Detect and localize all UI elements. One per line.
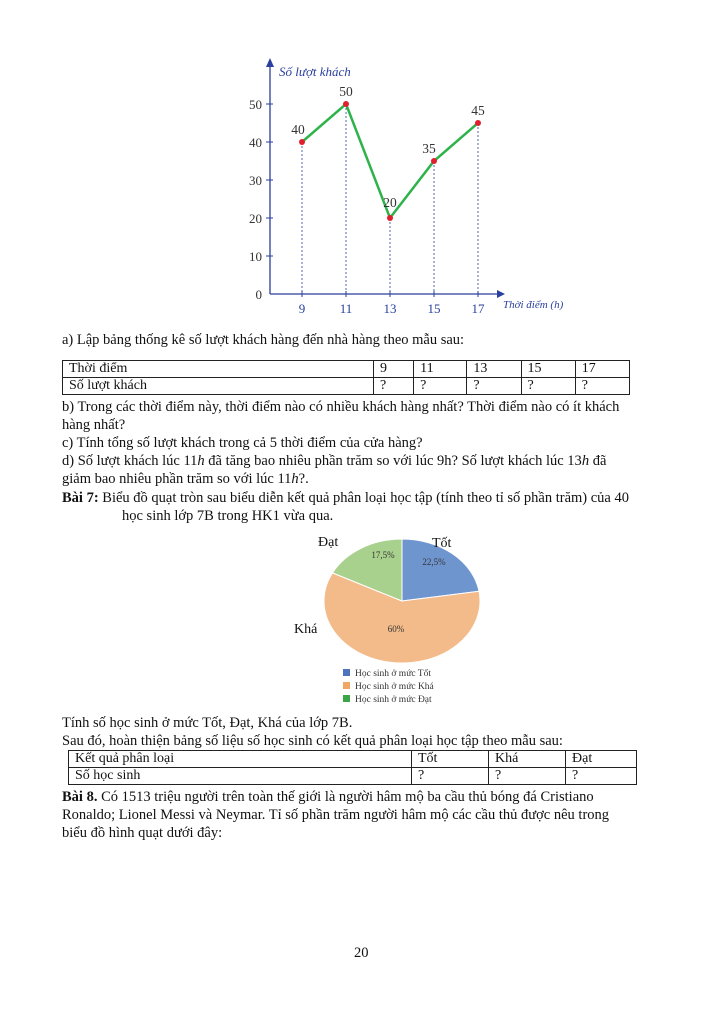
slice-value-label: 17,5% [371, 550, 395, 560]
text-run: giảm bao nhiêu phần trăm so với lúc 11 [62, 471, 292, 487]
table-cell: ? [489, 768, 566, 785]
table-visits [62, 360, 630, 395]
exercise-7-question2: Sau đó, hoàn thiện bảng số liệu số học sinh có kết quả phân loại học tập theo mẫu sau: [62, 733, 563, 749]
legend-swatch [343, 669, 350, 676]
exercise-label: Bài 7: [62, 490, 99, 506]
pie-chart [285, 526, 485, 712]
slice-value-label: 60% [387, 624, 405, 634]
x-tick-label: 17 [471, 301, 485, 316]
legend-label: Học sinh ở mức Khá [355, 682, 434, 692]
slice-value-label: 22,5% [422, 557, 446, 567]
table-cell: 9 [374, 361, 414, 378]
table-row [69, 768, 637, 785]
y-tick-label: 50 [249, 97, 262, 112]
text-run: Có 1513 triệu người trên toàn thế giới là người hâm mộ ba cầu thủ bóng đá Cristiano [97, 789, 594, 805]
data-label: 20 [383, 195, 397, 210]
exercise-7-question1: Tính số học sinh ở mức Tốt, Đạt, Khá của lớp 7B. [62, 715, 353, 731]
table-row [63, 361, 630, 378]
table-row [63, 378, 630, 395]
table-row [69, 751, 637, 768]
exercise-7-line2: học sinh lớp 7B trong HK1 vừa qua. [122, 508, 334, 524]
table-cell: Số học sinh [69, 768, 412, 785]
y-tick-label: 20 [249, 211, 262, 226]
y-tick-label: 30 [249, 173, 262, 188]
table-cell: Tốt [412, 751, 489, 768]
question-6d-line2 [62, 470, 309, 488]
exercise-8-line1 [62, 788, 594, 806]
legend-swatch [343, 682, 350, 689]
data-label: 45 [471, 103, 485, 118]
table-cell: ? [521, 378, 575, 395]
table-cell: Số lượt khách [63, 378, 374, 395]
table-classification [68, 750, 637, 785]
text-run: h [197, 453, 205, 469]
table-cell: Thời điểm [63, 361, 374, 378]
data-point [475, 120, 481, 126]
y-tick-label: 0 [255, 287, 262, 302]
data-label: 35 [422, 141, 436, 156]
text-run: d) Số lượt khách lúc 11 [62, 453, 198, 469]
pie-label-tot: Tốt [432, 536, 452, 551]
text-run: h [581, 453, 590, 469]
y-tick-label: 40 [249, 135, 262, 150]
exercise-label: Bài 8. [62, 789, 98, 805]
exercise-8-line2: Ronaldo; Lionel Messi và Neymar. Tỉ số phần trăm người hâm mộ các cầu thủ được nêu trong [62, 807, 610, 823]
table-cell: ? [412, 768, 489, 785]
question-6a: a) Lập bảng thống kê số lượt khách hàng đến nhà hàng theo mẫu sau: [62, 332, 465, 348]
legend-label: Học sinh ở mức Đạt [355, 695, 432, 705]
pie-label-kha: Khá [294, 622, 318, 637]
text-run: Biểu đồ quạt tròn sau biểu diễn kết quả phân loại học tập (tính theo tỉ số phần trăm) của 40 [98, 490, 629, 506]
table-cell: 17 [575, 361, 629, 378]
question-6b-line1: b) Trong các thời điểm này, thời điểm nào có nhiều khách hàng nhất? Thời điểm nào có ít khách [62, 399, 620, 415]
data-point [431, 158, 437, 164]
exercise-8-line3: biểu đồ hình quạt dưới đây: [62, 825, 223, 841]
legend-label: Học sinh ở mức Tốt [355, 669, 431, 679]
question-6c: c) Tính tổng số lượt khách trong cả 5 thời điểm của cửa hàng? [62, 435, 423, 451]
question-6b-line2: hàng nhất? [62, 417, 126, 433]
page-number: 20 [354, 945, 369, 961]
text-run: h [291, 471, 299, 487]
x-tick-label: 15 [427, 301, 441, 316]
text-run: ?. [298, 471, 309, 487]
data-label: 40 [291, 122, 305, 137]
x-axis-label: Thời điểm (h) [503, 299, 564, 311]
text-run: đã tăng bao nhiêu phần trăm so với lúc 9h? Số lượt khách lúc 13 [204, 453, 582, 469]
table-cell: Khá [489, 751, 566, 768]
data-point [343, 101, 349, 107]
table-cell: 15 [521, 361, 575, 378]
table-cell: ? [566, 768, 637, 785]
pie-label-dat: Đạt [318, 535, 339, 550]
x-axis-arrow [497, 290, 505, 298]
table-cell: Kết quả phân loại [69, 751, 412, 768]
line-chart [225, 55, 595, 320]
data-point [387, 215, 393, 221]
x-tick-label: 11 [339, 301, 353, 316]
table-cell: ? [575, 378, 629, 395]
y-axis-arrow [266, 58, 274, 67]
table-cell: 11 [414, 361, 467, 378]
exercise-7-line1 [62, 489, 629, 507]
table-cell: ? [467, 378, 521, 395]
data-label: 50 [339, 84, 353, 99]
table-cell: ? [374, 378, 414, 395]
x-tick-label: 13 [383, 301, 397, 316]
data-point [299, 139, 305, 145]
question-6d-line1 [62, 452, 606, 470]
y-axis-label: Số lượt khách [279, 64, 351, 79]
table-cell: 13 [467, 361, 521, 378]
table-cell: ? [414, 378, 467, 395]
x-tick-label: 9 [298, 301, 306, 316]
legend-swatch [343, 695, 350, 702]
text-run: đã [589, 453, 607, 469]
table-cell: Đạt [566, 751, 637, 768]
y-tick-label: 10 [249, 249, 262, 264]
